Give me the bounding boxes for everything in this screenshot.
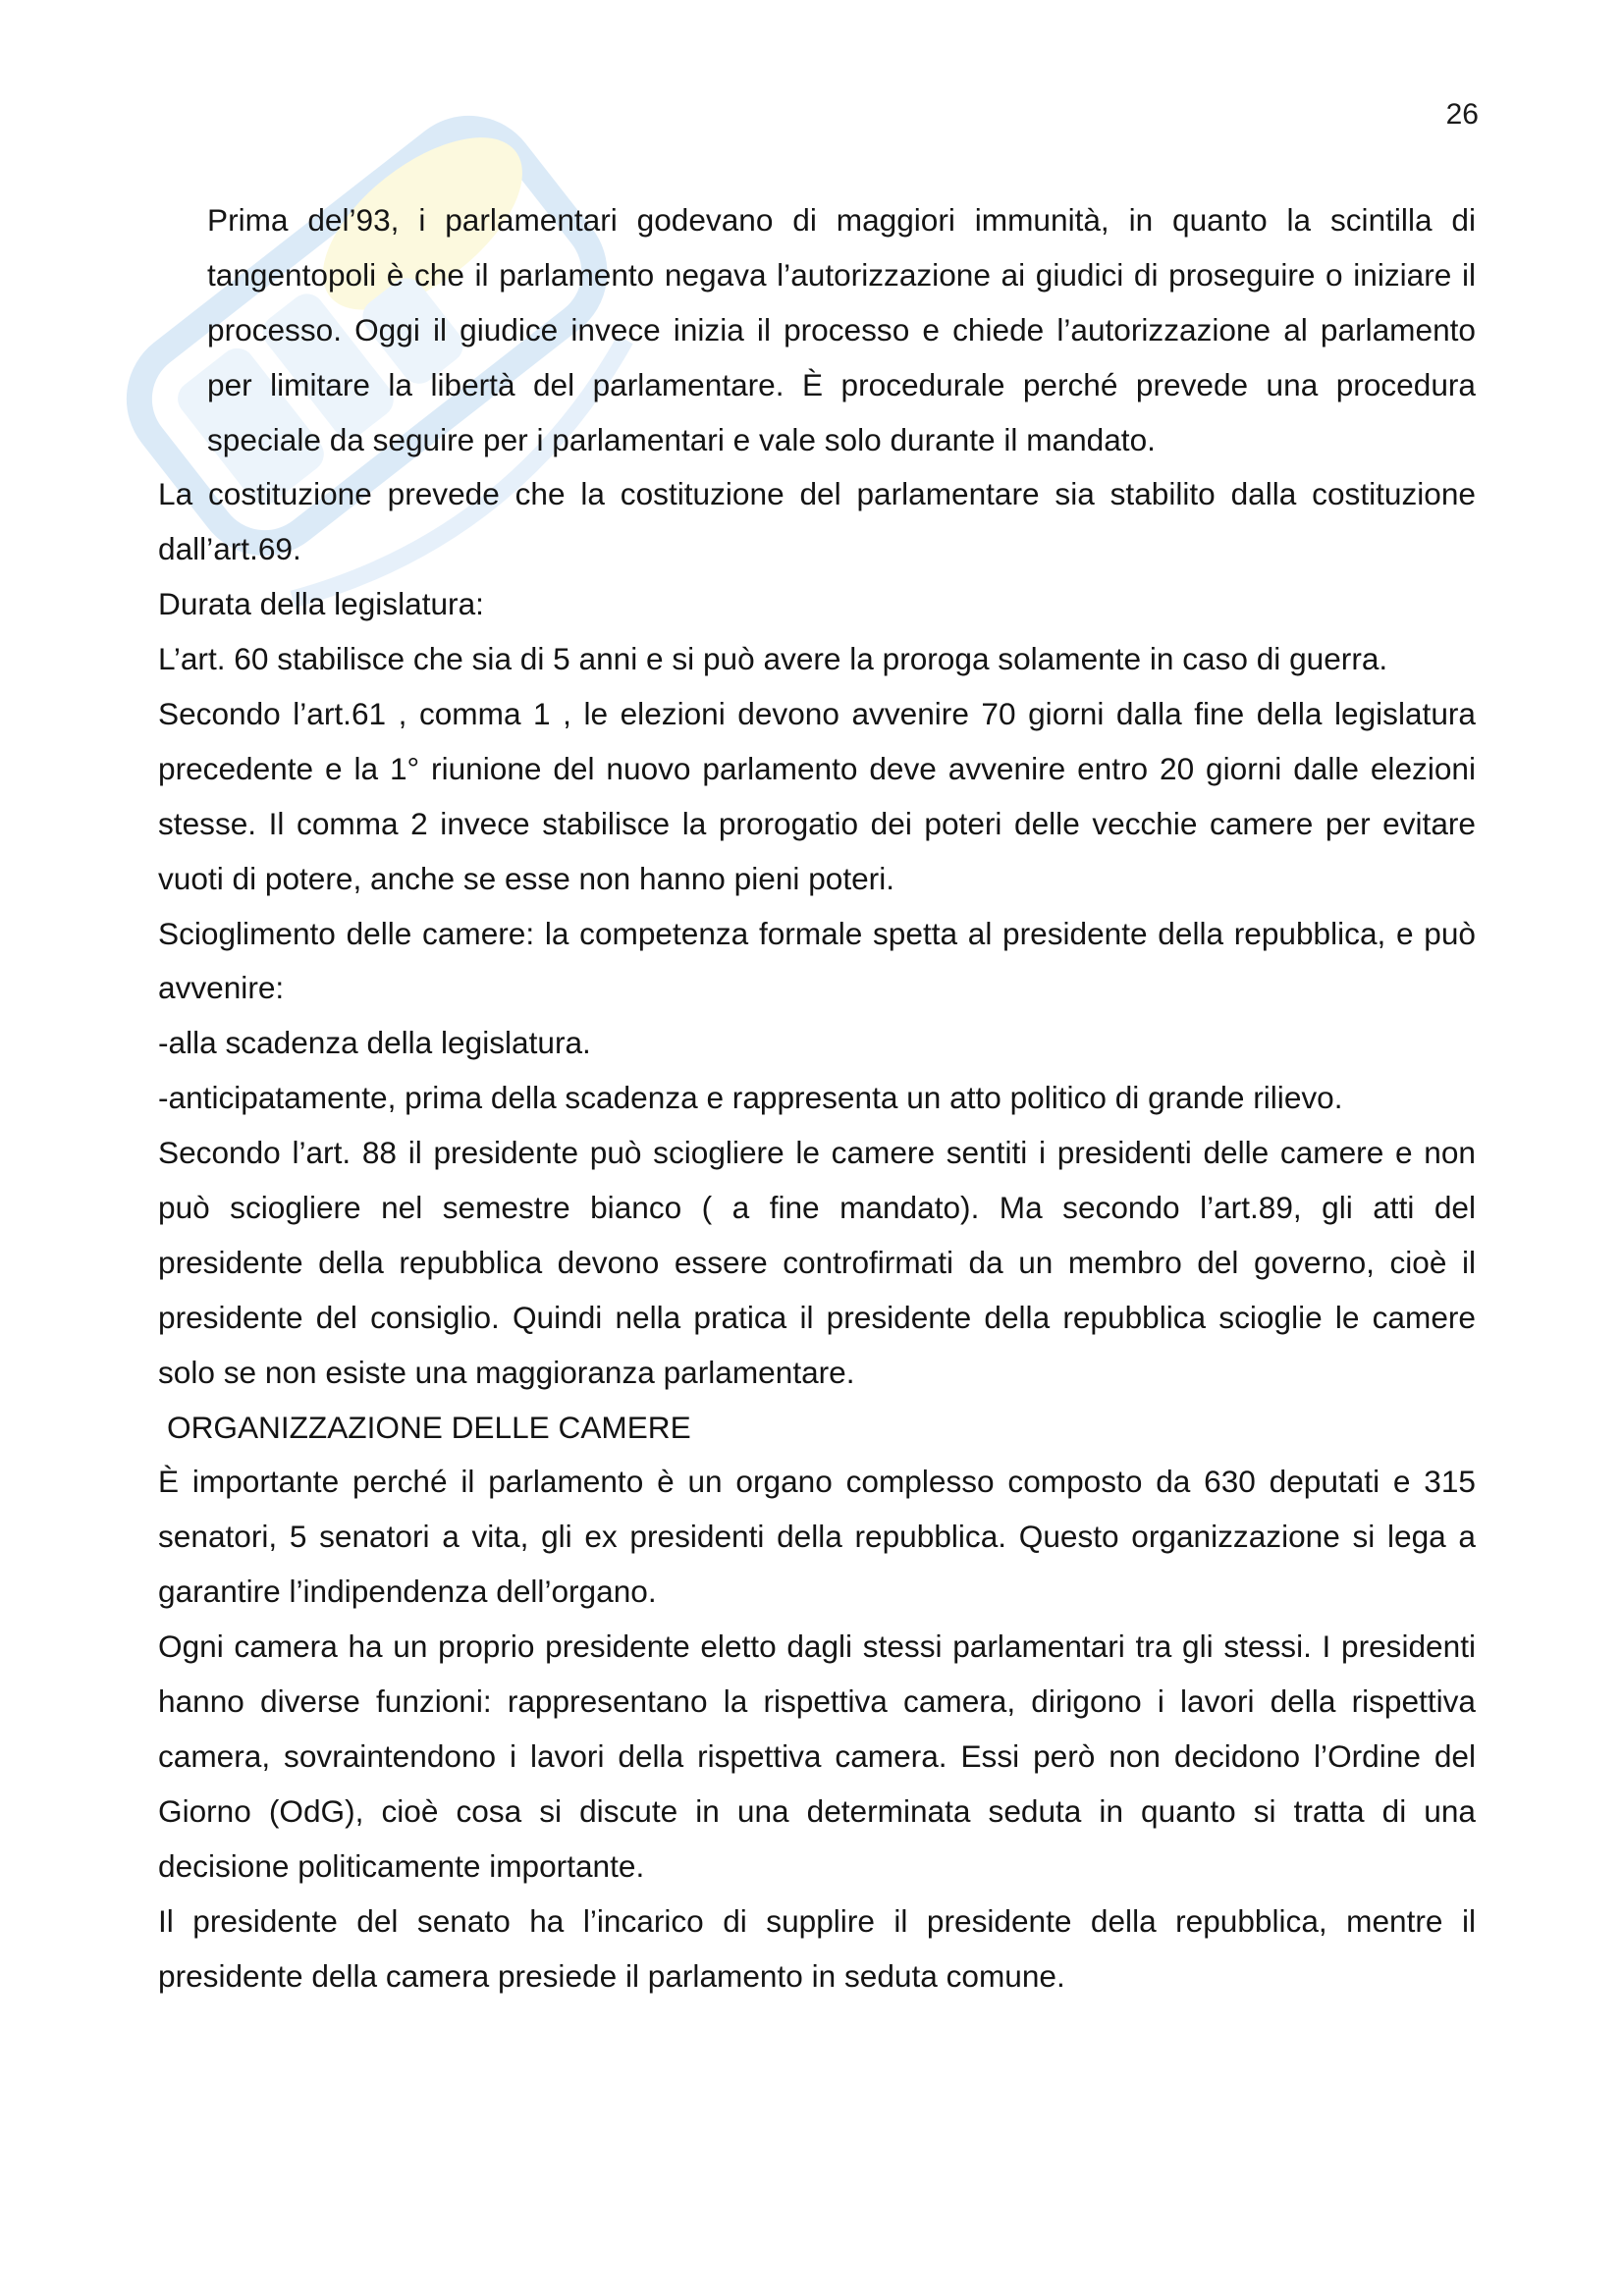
paragraph (0, 907, 1623, 1017)
page-number: 26 (1445, 98, 1479, 131)
text-line: Secondo l’art. 88 il presidente può sciogliere le camere sentiti i presidenti delle camere e non (158, 1135, 1476, 1171)
text-line: può sciogliere nel semestre bianco ( a fine mandato). Ma secondo l’art.89, gli atti del (158, 1190, 1476, 1226)
paragraph (0, 632, 1623, 687)
text-line: Ogni camera ha un proprio presidente eletto dagli stessi parlamentari tra gli stessi. I presidenti (158, 1629, 1476, 1665)
text-line: L’art. 60 stabilisce che sia di 5 anni e si può avere la proroga solamente in caso di guerra. (158, 641, 1388, 677)
text-line: presidente del consiglio. Quindi nella pratica il presidente della repubblica scioglie le camere (158, 1299, 1476, 1335)
text-line: La costituzione prevede che la costituzione del parlamentare sia stabilito dalla costituzione (158, 476, 1476, 512)
paragraph (0, 687, 1623, 907)
text-line: per limitare la libertà del parlamentare. È procedurale perché prevede una procedura (207, 366, 1476, 402)
text-line: processo. Oggi il giudice invece inizia il processo e chiede l’autorizzazione al parlamento (207, 311, 1476, 347)
text-line: avvenire: (158, 970, 285, 1006)
paragraph (0, 1126, 1623, 1400)
text-line: Il presidente del senato ha l’incarico di supplire il presidente della repubblica, mentre il (158, 1902, 1476, 1939)
text-line: hanno diverse funzioni: rappresentano la rispettiva camera, dirigono i lavori della rispettiva (158, 1683, 1476, 1720)
text-line: stesse. Il comma 2 invece stabilisce la prorogatio dei poteri delle vecchie camere per evitare (158, 805, 1476, 841)
text-line: Prima del’93, i parlamentari godevano di maggiori immunità, in quanto la scintilla di (207, 202, 1476, 238)
text-line: -anticipatamente, prima della scadenza e rappresenta un atto politico di grande rilievo. (158, 1080, 1343, 1116)
text-line: garantire l’indipendenza dell’organo. (158, 1574, 657, 1610)
text-line: Giorno (OdG), cioè cosa si discute in una determinata seduta in quanto si tratta di una (158, 1792, 1476, 1829)
text-line: presidente della camera presiede il parlamento in seduta comune. (158, 1957, 1065, 1994)
text-line: presidente della repubblica devono essere controfirmati da un membro del governo, cioè il (158, 1244, 1476, 1280)
paragraph (0, 1620, 1623, 1894)
text-line: tangentopoli è che il parlamento negava l’autorizzazione ai giudici di proseguire o iniziare il (207, 256, 1476, 293)
list-item (0, 1071, 1623, 1126)
text-line: solo se non esiste una maggioranza parlamentare. (158, 1354, 855, 1390)
text-line: È importante perché il parlamento è un organo complesso composto da 630 deputati e 315 (158, 1464, 1476, 1500)
body-text (0, 193, 1623, 2003)
text-line: camera, sovraintendono i lavori della rispettiva camera. Essi però non decidono l’Ordine del (158, 1737, 1476, 1774)
paragraph (0, 577, 1623, 632)
text-line: senatori, 5 senatori a vita, gli ex presidenti della repubblica. Questo organizzazione si lega a (158, 1519, 1476, 1555)
paragraph (0, 193, 1623, 467)
text-line: Durata della legislatura: (158, 586, 484, 622)
text-line: Scioglimento delle camere: la competenza formale spetta al presidente della repubblica, e può (158, 915, 1476, 951)
list-item (0, 1016, 1623, 1071)
section-heading: ORGANIZZAZIONE DELLE CAMERE (167, 1409, 691, 1445)
text-line: -alla scadenza della legislatura. (158, 1025, 591, 1061)
text-line: speciale da seguire per i parlamentari e vale solo durante il mandato. (207, 421, 1156, 457)
text-line: decisione politicamente importante. (158, 1847, 645, 1884)
text-line: Secondo l’art.61 , comma 1 , le elezioni devono avvenire 70 giorni dalla fine della legislatura (158, 696, 1476, 732)
paragraph (0, 467, 1623, 577)
text-line: vuoti di potere, anche se esse non hanno pieni poteri. (158, 860, 894, 896)
paragraph (0, 1455, 1623, 1620)
text-line: dall’art.69. (158, 531, 301, 567)
text-line: precedente e la 1° riunione del nuovo parlamento deve avvenire entro 20 giorni dalle elezioni (158, 750, 1476, 786)
paragraph (0, 1895, 1623, 2004)
